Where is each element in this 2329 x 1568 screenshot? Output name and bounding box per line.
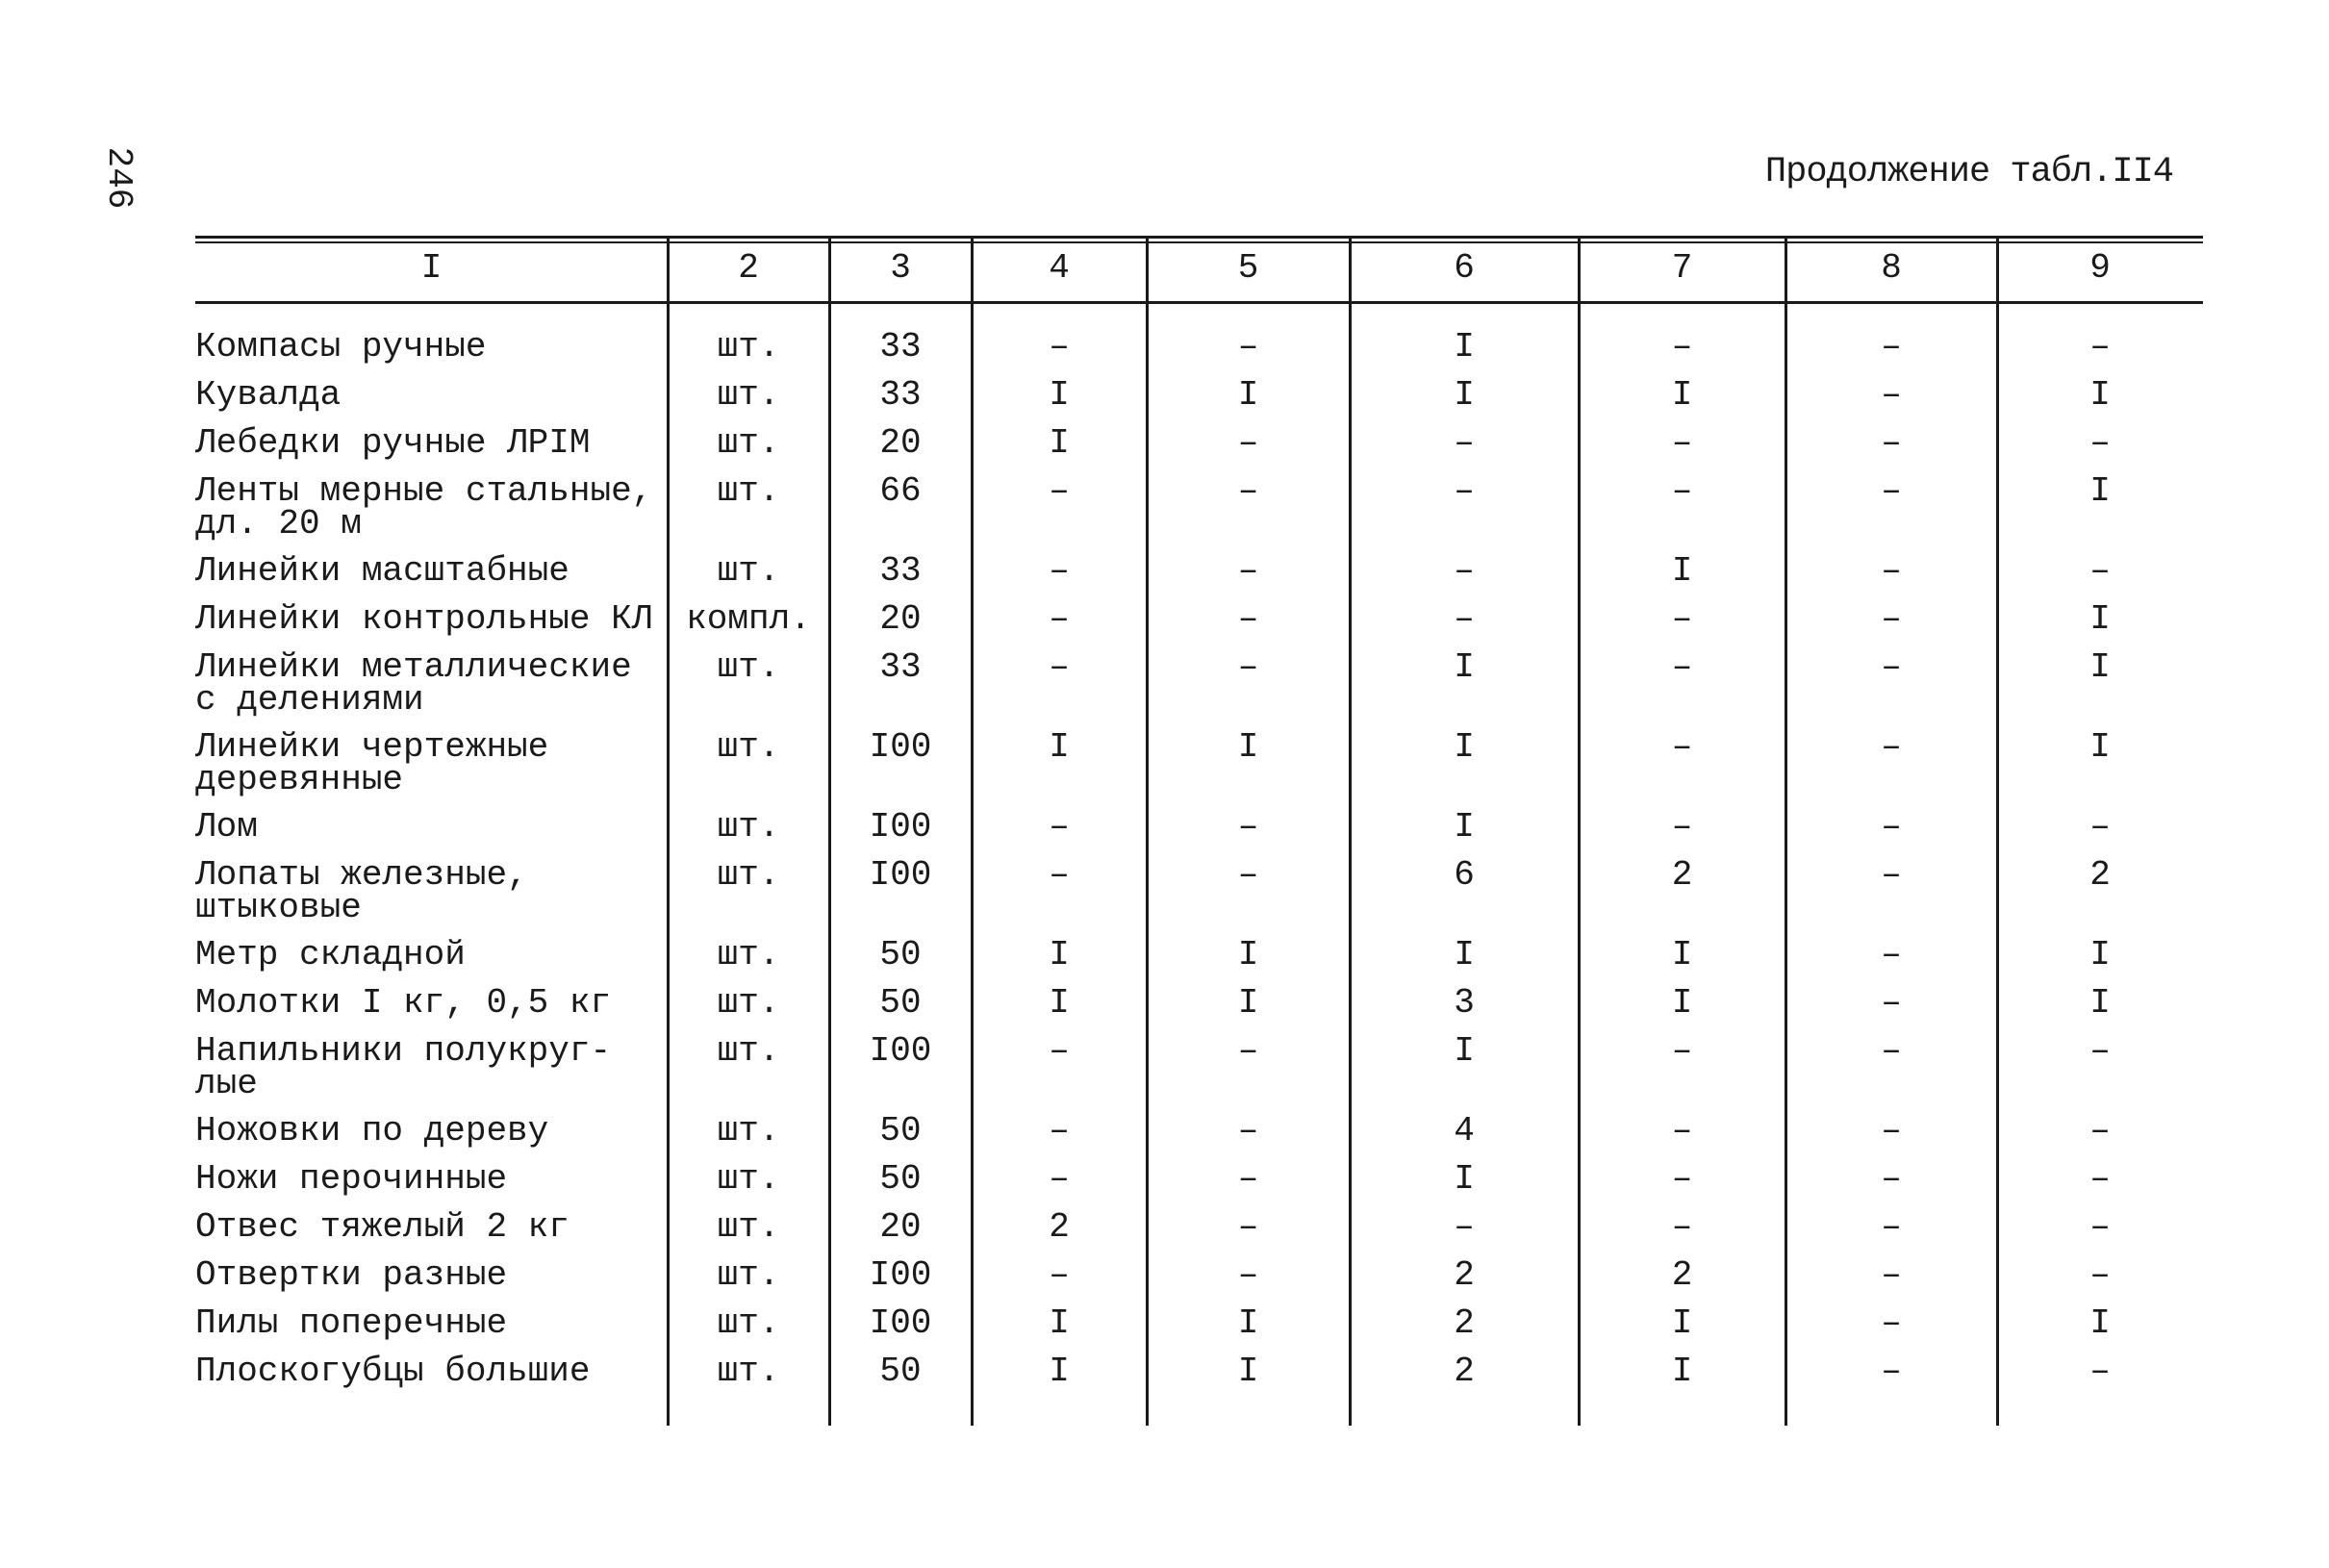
value-cell: – [1671,727,1693,767]
unit-cell: шт. [717,1031,780,1071]
value-cell: – [1671,599,1693,639]
value-cell: – [1049,1255,1070,1295]
value-cell: I [2089,983,2111,1023]
value-cell: – [2089,1159,2111,1199]
value-cell: – [1237,471,1259,511]
value-cell: – [1237,423,1259,463]
value-cell: – [1049,599,1070,639]
value-cell: I [2089,935,2111,974]
value-cell: – [1881,855,1902,895]
value-cell: – [1881,647,1902,687]
unit-cell: компл. [686,599,811,639]
column-header: 5 [1237,248,1259,288]
item-name-cell: Напильники полукруг- лые [195,1031,612,1103]
value-cell: – [1881,1207,1902,1247]
item-name-cell: Компасы ручные [195,327,487,367]
value-cell: I [1049,1352,1070,1391]
value-cell: I00 [869,807,932,847]
value-cell: – [1237,1111,1259,1151]
value-cell: – [1237,1207,1259,1247]
value-cell: I00 [869,855,932,895]
value-cell: – [1671,807,1693,847]
value-cell: I [1671,1303,1693,1343]
value-cell: – [2089,1031,2111,1071]
value-cell: – [1881,1352,1902,1391]
value-cell: 2 [1671,855,1693,895]
value-cell: 20 [879,1207,922,1247]
value-cell: 33 [879,327,922,367]
value-cell: – [1881,551,1902,591]
value-cell: – [1881,599,1902,639]
value-cell: 2 [2089,855,2111,895]
value-cell: 33 [879,375,922,415]
item-name-cell: Лопаты железные, штыковые [195,855,528,927]
value-cell: – [1237,1159,1259,1199]
value-cell: – [1237,551,1259,591]
value-cell: 2 [1454,1255,1475,1295]
value-cell: – [2089,1207,2111,1247]
value-cell: – [1671,471,1693,511]
item-name-cell: Плоскогубцы большие [195,1352,591,1391]
value-cell: – [1671,1207,1693,1247]
value-cell: – [1881,1111,1902,1151]
value-cell: – [1454,1207,1475,1247]
value-cell: – [2089,551,2111,591]
value-cell: 2 [1671,1255,1693,1295]
value-cell: I [1454,647,1475,687]
value-cell: 6 [1454,855,1475,895]
item-name-cell: Отвертки разные [195,1255,508,1295]
value-cell: 50 [879,983,922,1023]
value-cell: – [2089,1111,2111,1151]
value-cell: I00 [869,1303,932,1343]
value-cell: I00 [869,1031,932,1071]
unit-cell: шт. [717,1255,780,1295]
unit-cell: шт. [717,855,780,895]
value-cell: – [1881,327,1902,367]
value-cell: – [2089,327,2111,367]
value-cell: I [2089,599,2111,639]
column-header: 8 [1881,248,1902,288]
value-cell: – [1237,1031,1259,1071]
unit-cell: шт. [717,375,780,415]
item-name-cell: Отвес тяжелый 2 кг [195,1207,570,1247]
unit-cell: шт. [717,727,780,767]
item-name-cell: Линейки контрольные КЛ [195,599,653,639]
value-cell: – [1881,983,1902,1023]
value-cell: 50 [879,1111,922,1151]
value-cell: – [1237,327,1259,367]
unit-cell: шт. [717,935,780,974]
value-cell: – [1671,1159,1693,1199]
value-cell: 20 [879,599,922,639]
table-top-rule-inner [195,241,2203,243]
value-cell: I00 [869,1255,932,1295]
value-cell: 3 [1454,983,1475,1023]
value-cell: I [1671,551,1693,591]
value-cell: 50 [879,1352,922,1391]
unit-cell: шт. [717,471,780,511]
unit-cell: шт. [717,423,780,463]
item-name-cell: Линейки металлические с делениями [195,647,632,720]
value-cell: I [1671,375,1693,415]
value-cell: – [1049,1111,1070,1151]
value-cell: I [1454,375,1475,415]
value-cell: – [1237,1255,1259,1295]
table-caption: Продолжение табл.II4 [1764,152,2173,192]
value-cell: – [1049,327,1070,367]
value-cell: – [1671,647,1693,687]
value-cell: I [2089,647,2111,687]
value-cell: – [1049,807,1070,847]
value-cell: 50 [879,935,922,974]
value-cell: – [1237,855,1259,895]
value-cell: – [1454,551,1475,591]
value-cell: – [1671,1031,1693,1071]
item-name-cell: Линейки чертежные деревянные [195,727,549,799]
value-cell: 33 [879,551,922,591]
value-cell: – [1881,807,1902,847]
unit-cell: шт. [717,1159,780,1199]
item-name-cell: Ножовки по дереву [195,1111,549,1151]
value-cell: I [1049,983,1070,1023]
value-cell: – [1237,599,1259,639]
value-cell: I [1237,935,1259,974]
item-name-cell: Линейки масштабные [195,551,570,591]
item-name-cell: Молотки I кг, 0,5 кг [195,983,612,1023]
value-cell: I [1237,1303,1259,1343]
value-cell: I [1049,423,1070,463]
value-cell: I [1049,375,1070,415]
value-cell: – [1049,1031,1070,1071]
value-cell: 4 [1454,1111,1475,1151]
item-name-cell: Пилы поперечные [195,1303,508,1343]
value-cell: – [1671,423,1693,463]
column-header: I [420,248,443,288]
value-cell: – [1049,551,1070,591]
value-cell: – [1049,471,1070,511]
value-cell: – [1881,1303,1902,1343]
value-cell: – [2089,423,2111,463]
column-header: 6 [1454,248,1475,288]
value-cell: – [1049,1159,1070,1199]
value-cell: 2 [1454,1303,1475,1343]
value-cell: – [2089,807,2111,847]
value-cell: – [1454,599,1475,639]
value-cell: – [1881,1255,1902,1295]
value-cell: 20 [879,423,922,463]
value-cell: I [1454,727,1475,767]
value-cell: I [1671,983,1693,1023]
value-cell: I [1049,1303,1070,1343]
value-cell: – [1881,1031,1902,1071]
value-cell: I [1049,935,1070,974]
value-cell: I [1454,807,1475,847]
value-cell: – [1049,647,1070,687]
value-cell: – [1881,471,1902,511]
value-cell: 2 [1454,1352,1475,1391]
value-cell: – [2089,1255,2111,1295]
unit-cell: шт. [717,807,780,847]
page-number: 246 [99,146,139,210]
column-header: 7 [1671,248,1693,288]
value-cell: – [1881,423,1902,463]
unit-cell: шт. [717,647,780,687]
value-cell: – [2089,1352,2111,1391]
column-header: 4 [1049,248,1070,288]
item-name-cell: Лом [195,807,258,847]
unit-cell: шт. [717,1352,780,1391]
value-cell: I [1237,727,1259,767]
value-cell: I [1671,1352,1693,1391]
value-cell: I [1049,727,1070,767]
value-cell: I [2089,471,2111,511]
table-top-rule [195,236,2203,239]
value-cell: I [1237,983,1259,1023]
value-cell: I [1454,1159,1475,1199]
value-cell: I [2089,727,2111,767]
value-cell: I [2089,1303,2111,1343]
column-header: 2 [738,248,759,288]
value-cell: I [1454,935,1475,974]
value-cell: – [1881,1159,1902,1199]
value-cell: I [1454,327,1475,367]
column-header: 3 [890,248,911,288]
value-cell: – [1454,471,1475,511]
value-cell: – [1881,935,1902,974]
value-cell: I [1237,1352,1259,1391]
unit-cell: шт. [717,1111,780,1151]
unit-cell: шт. [717,1303,780,1343]
value-cell: – [1671,327,1693,367]
item-name-cell: Лебедки ручные ЛРIМ [195,423,591,463]
value-cell: – [1881,727,1902,767]
value-cell: I00 [869,727,932,767]
value-cell: 2 [1049,1207,1070,1247]
item-name-cell: Ленты мерные стальные, дл. 20 м [195,471,653,544]
value-cell: I [1454,1031,1475,1071]
unit-cell: шт. [717,551,780,591]
header-bottom-rule [195,301,2203,304]
value-cell: I [2089,375,2111,415]
value-cell: I [1671,935,1693,974]
value-cell: – [1671,1111,1693,1151]
value-cell: – [1237,647,1259,687]
value-cell: 66 [879,471,922,511]
value-cell: – [1454,423,1475,463]
value-cell: – [1237,807,1259,847]
item-name-cell: Кувалда [195,375,342,415]
item-name-cell: Ножи перочинные [195,1159,508,1199]
unit-cell: шт. [717,1207,780,1247]
column-header: 9 [2089,248,2111,288]
item-name-cell: Метр складной [195,935,466,974]
value-cell: I [1237,375,1259,415]
unit-cell: шт. [717,327,780,367]
unit-cell: шт. [717,983,780,1023]
value-cell: 33 [879,647,922,687]
value-cell: – [1881,375,1902,415]
value-cell: 50 [879,1159,922,1199]
value-cell: – [1049,855,1070,895]
